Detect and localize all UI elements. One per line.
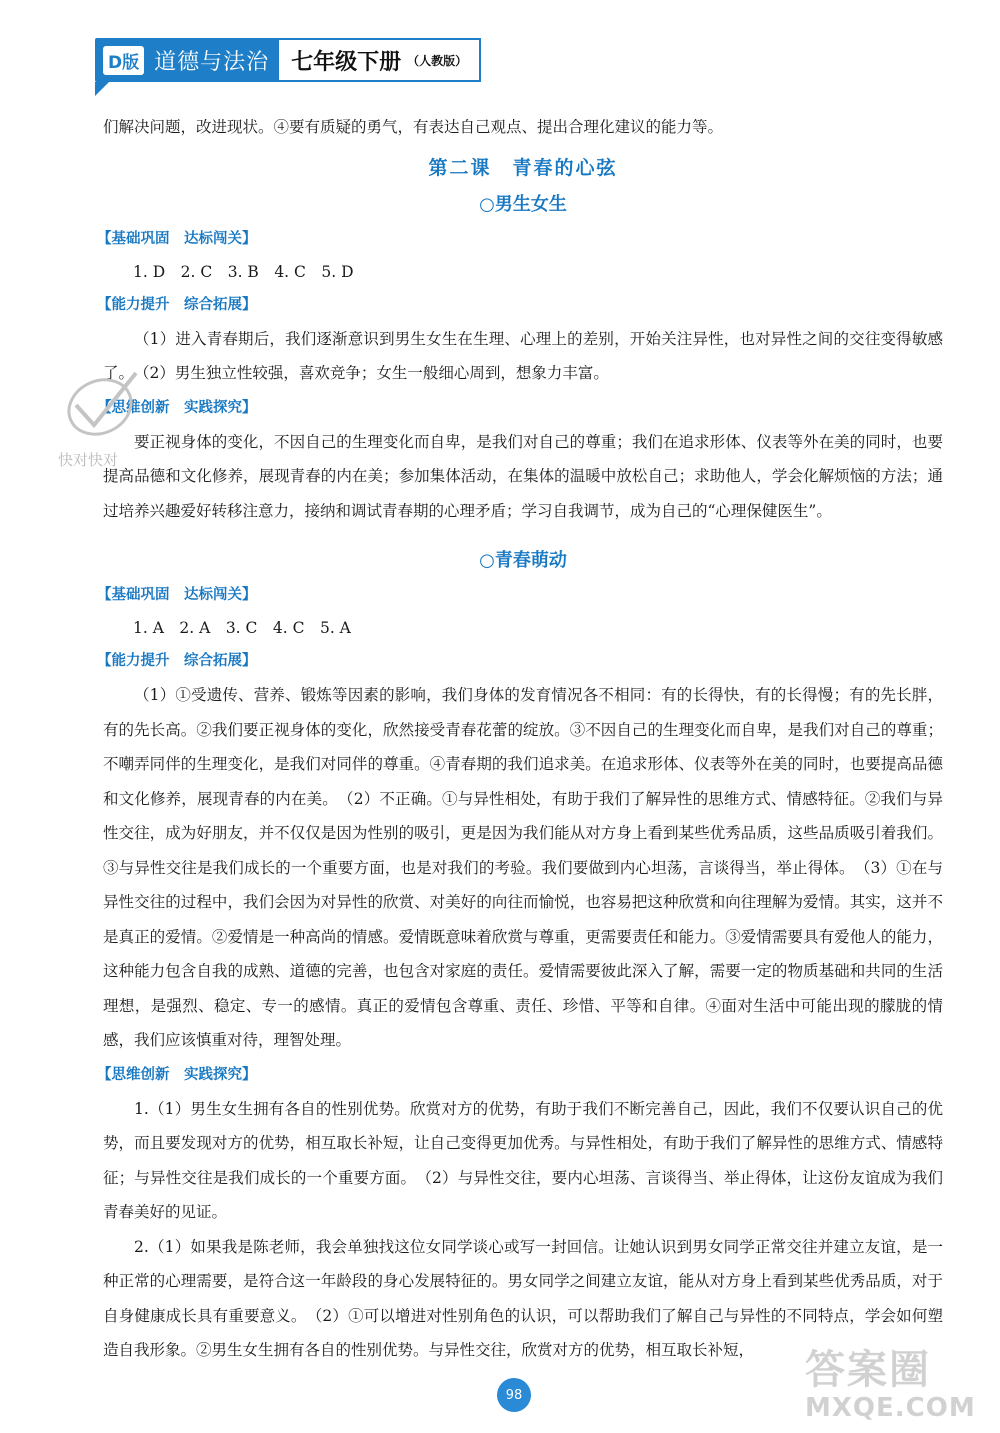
header-subject-block <box>95 38 279 82</box>
paragraph: 要正视身体的变化，不因自己的生理变化而自卑，是我们对自己的尊重；我们在追求形体、仪表等外在美的同时，也要提高品德和文化修养，展现青春的内在美；参加集体活动，在集体的温暖中放松自己；求助他人，学会化解烦恼的方法；通过培养兴趣爱好转移注意力，接纳和调试青春期的心理矛盾；学习自我调节，成为自己的“心理保健医生”。 <box>103 432 943 520</box>
paragraph: 1.（1）男生女生拥有各自的性别优势。欣赏对方的优势，有助于我们不断完善自己，因此，我们不仅要认识自己的优势，而且要发现对方的优势，相互取长补短，让自己变得更加优秀。与异性相处，有助于我们了解异性的思维方式、情感特征；与异性交往是我们成长的一个重要方面。 （2）与异性交往，要内心坦荡、言谈得当、举止得体，让这份友谊成为我们青春美好的见证。 <box>103 1099 943 1221</box>
tag-basic: 【基础巩固 达标闯关】 <box>97 230 257 247</box>
grade-title: 七年级下册 <box>291 49 402 75</box>
intro-line: 们解决问题，改进现状。④要有质疑的勇气，有表达自己观点、提出合理化建议的能力等。 <box>103 118 724 136</box>
version-label: （人教版） <box>407 53 468 68</box>
tag-practice: 【思维创新 实践探究】 <box>97 1066 257 1083</box>
section-title-youth-emotion: ○青春萌动 <box>479 550 567 571</box>
tag-practice: 【思维创新 实践探究】 <box>97 399 257 416</box>
page-number: 98 <box>497 1378 531 1412</box>
paragraph: （1）①受遗传、营养、锻炼等因素的影响，我们身体的发育情况各不相同：有的长得快，有的长得慢；有的先长胖，有的先长高。②我们要正视身体的变化，欣然接受青春花蕾的绽放。③不因自己的生理变化而自卑，是我们对自己的尊重；不嘲弄同伴的生理变化，是我们对同伴的尊重。④青春期的我们追求美。在追求形体、仪表等外在美的同时，也要提高品德和文化修养，展现青春的内在美。 （2）不正确。①与异性相处，有助于我们了解异性的思维方式、情感特征。②我们与异性交往，成为好朋友，并不仅仅是因为性别的吸引，更是因为我们能从对方身上看到某些优秀品质，这些品质吸引着我们。③与异性交往是我们成长的一个重要方面，也是对我们的考验。我们要做到内心坦荡，言谈得当，举止得体。 （3）①在与异性交往的过程中，我们会因为对异性的欣赏、对美好的向往而愉悦，也容易把这种欣赏和向往理解为爱情。其实，这并不是真正的爱情。②爱情是一种高尚的情感。爱情既意味着欣赏与尊重，更需要责任和能力。③爱情需要具有爱他人的能力，这种能力包含自我的成熟、道德的完善，也包含对家庭的责任。爱情需要彼此深入了解，需要一定的物质基础和共同的生活理想，是强烈、稳定、专一的感情。真正的爱情包含尊重、责任、珍惜、平等和自律。④面对生活中可能出现的朦胧的情感，我们应该慎重对待，理智处理。 <box>103 686 943 1049</box>
watermark-site-name: 答案圈 <box>805 1347 931 1393</box>
section-title-boys-girls: ○男生女生 <box>479 193 567 215</box>
paragraph: （1）进入青春期后，我们逐渐意识到男生女生在生理、心理上的差别，开始关注异性，也对异性之间的交往变得敏感了。 （2）男生独立性较强，喜欢竞争；女生一般细心周到，想象力丰富。 <box>103 329 943 382</box>
tag-ability: 【能力提升 综合拓展】 <box>97 296 257 313</box>
watermark-site <box>805 1338 995 1428</box>
paragraph: 2.（1）如果我是陈老师，我会单独找这位女同学谈心或写一封回信。让她认识到男女同学正常交往并建立友谊，是一种正常的心理需要，是符合这一年龄段的身心发展特征的。男女同学之间建立友谊，能从对方身上看到某些优秀品质，对于自身健康成长具有重要意义。 （2）①可以增进对性别角色的认识，可以帮助我们了解自己与异性的不同特点，学会如何塑造自我形象。②男生女生拥有各自的性别优势。与异性交往，欣赏对方的优势，相互取长补短， <box>103 1237 943 1359</box>
tag-basic: 【基础巩固 达标闯关】 <box>97 587 257 603</box>
header-corner-decoration <box>95 82 109 96</box>
book-header <box>95 38 481 82</box>
watermark-logo <box>58 365 148 495</box>
subject-title: 道德与法治 <box>154 49 270 75</box>
lesson-title: 第二课 青春的心弦 <box>428 156 618 179</box>
check-mark-icon <box>58 365 148 445</box>
answer-list: 1. A 2. A 3. C 4. C 5. A <box>133 619 351 637</box>
page-content <box>97 110 943 1368</box>
answer-list: 1. D 2. C 3. B 4. C 5. D <box>133 262 354 281</box>
edition-badge: D版 <box>103 46 144 75</box>
watermark-site-url: MXQE.COM <box>805 1393 976 1423</box>
watermark-text: 快对快对 <box>58 451 119 469</box>
tag-ability: 【能力提升 综合拓展】 <box>97 653 257 669</box>
header-grade-block <box>279 38 481 82</box>
